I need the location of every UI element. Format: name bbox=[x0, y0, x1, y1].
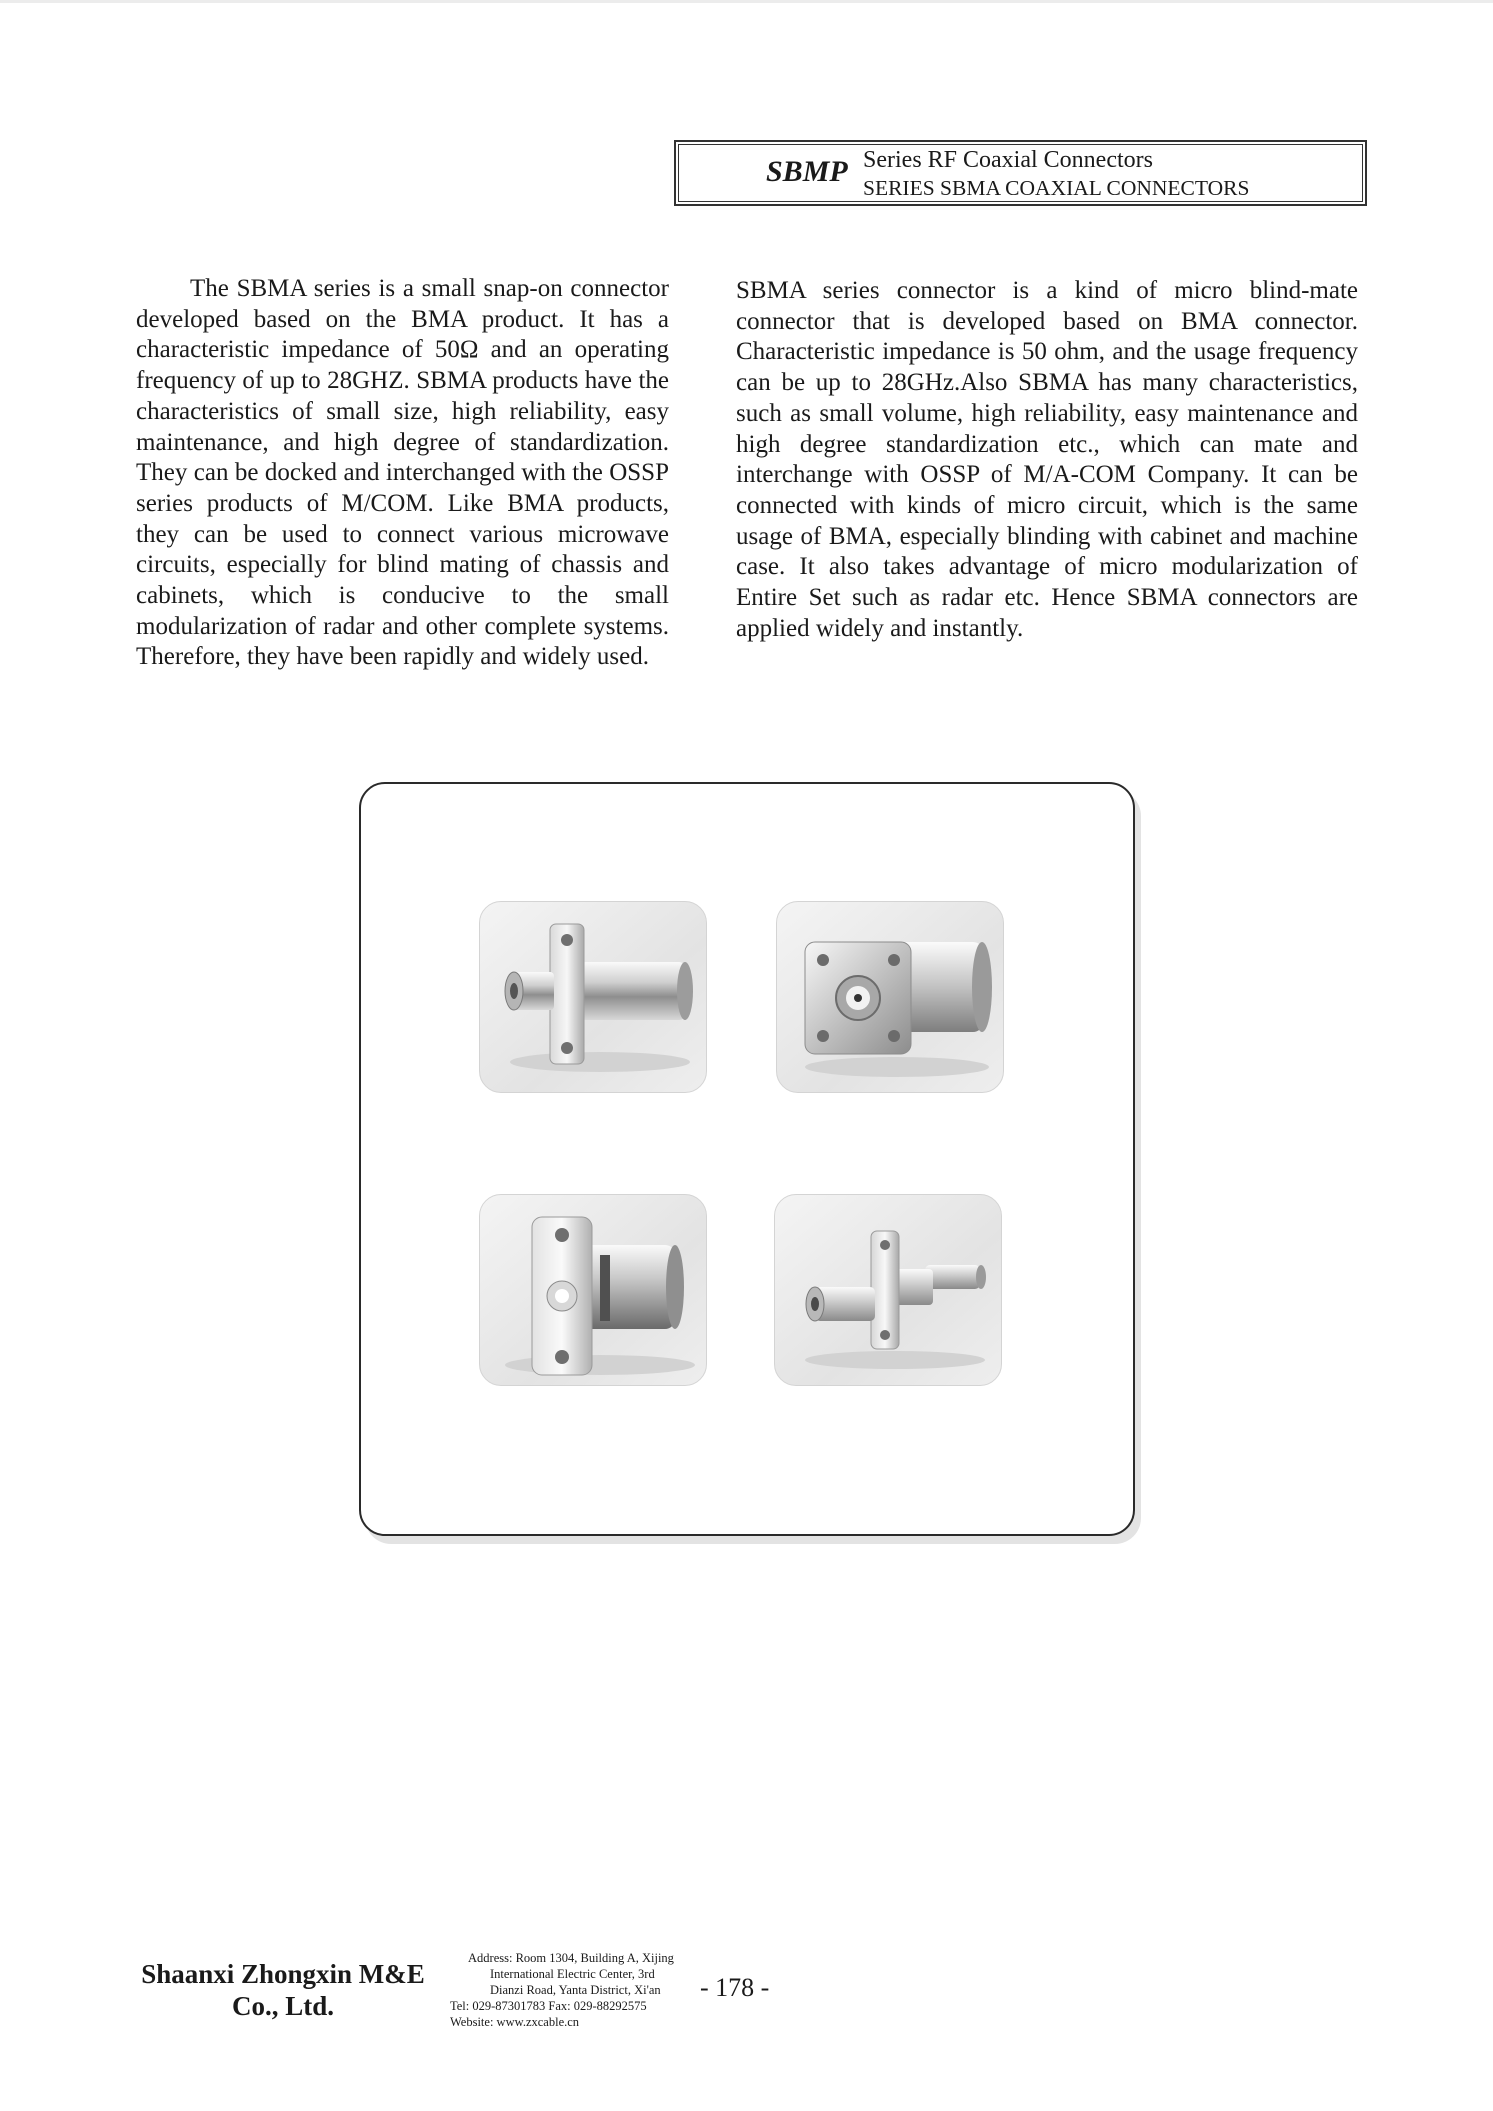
address-line-1: Address: Room 1304, Building A, Xijing bbox=[468, 1951, 674, 1965]
left-paragraph: The SBMA series is a small snap-on connector developed based on the BMA product. It has a characteristic impedance of 50Ω and an operating frequency of up to 28GHZ. SBMA products have the characteristics of small size, high reliability, easy maintenance, and high degree of standardization. They can be docked and interchanged with the OSSP series products of M/COM. Like BMA products, they can be used to connect various microwave circuits, especially for blind mating of chassis and cabinets, which is conducive to the small modularization of radar and other complete systems. Therefore, they have been rapidly and widely used. bbox=[136, 275, 669, 671]
series-brand-label: SBMP bbox=[766, 155, 848, 188]
product-photo-1 bbox=[479, 901, 707, 1093]
series-subtitle: SERIES SBMA COAXIAL CONNECTORS bbox=[863, 176, 1250, 200]
right-paragraph: SBMA series connector is a kind of micro blind-mate connector that is developed based on BMA connector. Characteristic impedance is 50 ohm, and the usage frequency can be up to 28GHz.Also SBMA has many characteristics, such as small volume, high reliability, easy maintenance and high degree standardization etc., which can mate and interchange with OSSP of M/A-COM Company. It can be connected with kinds of micro circuit, which is the same usage of BMA, especially blinding with cabinet and machine case. It also takes advantage of micro modularization of Entire Set such as radar etc. Hence SBMA connectors are applied widely and instantly. bbox=[736, 277, 1358, 642]
product-photo-4 bbox=[774, 1194, 1002, 1386]
address-phone-fax: Tel: 029-87301783 Fax: 029-88292575 bbox=[450, 1999, 647, 2013]
address-line-3: Dianzi Road, Yanta District, Xi'an bbox=[490, 1983, 661, 1997]
left-text-column bbox=[136, 274, 669, 673]
connector-side-flange-image bbox=[480, 902, 707, 1093]
series-title: Series RF Coaxial Connectors bbox=[863, 147, 1153, 173]
right-text-column bbox=[736, 276, 1358, 644]
footer-company-name bbox=[138, 1958, 428, 2022]
series-header-box bbox=[674, 140, 1367, 206]
connector-two-hole-flange-image bbox=[480, 1195, 707, 1386]
product-photo-3 bbox=[479, 1194, 707, 1386]
connector-through-flange-image bbox=[775, 1195, 1002, 1386]
page-number: - 178 - bbox=[700, 1973, 770, 2002]
product-photo-2 bbox=[776, 901, 1004, 1093]
footer-address-block bbox=[450, 1950, 686, 2030]
company-name-line1: Shaanxi Zhongxin M&E bbox=[141, 1959, 425, 1989]
company-name-line2: Co., Ltd. bbox=[231, 1991, 334, 2021]
connector-square-flange-image bbox=[777, 902, 1004, 1093]
address-website: Website: www.zxcable.cn bbox=[450, 2015, 580, 2029]
product-photo-panel bbox=[359, 782, 1135, 1536]
page-top-edge bbox=[0, 0, 1493, 3]
address-line-2: International Electric Center, 3rd bbox=[490, 1967, 655, 1981]
